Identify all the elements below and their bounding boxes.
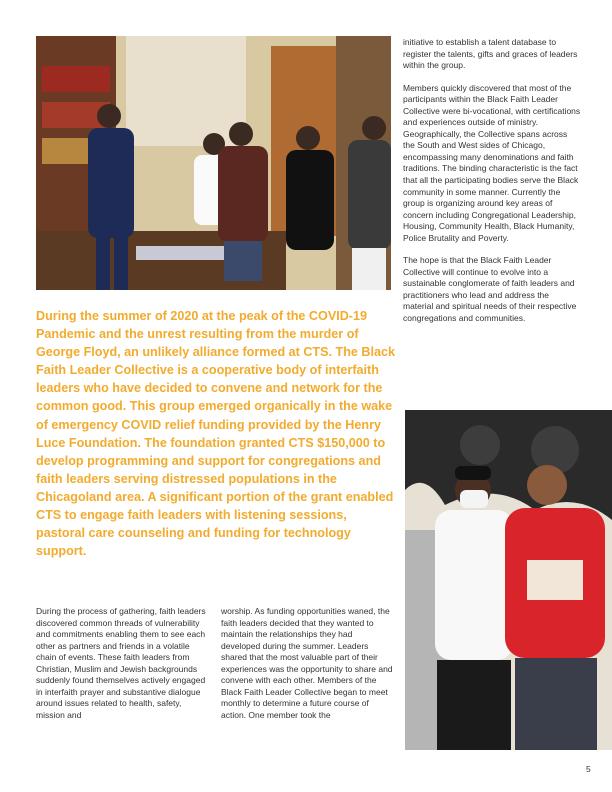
portrait-photo xyxy=(405,410,612,750)
pull-quote: During the summer of 2020 at the peak of the COVID-19 Pandemic and the unrest resulting from the murder of George Floyd, an unlikely alliance formed at CTS. The Black Faith Leader Collective is a cooperative body of interfaith leaders who have decided to convene and network for the common good. This group emerged organically in the wake of emergency COVID relief funding provided by the Henry Luce Foundation. The foundation granted CTS $150,000 to develop programming and support for congregations and faith leaders serving distressed populations in the Chicagoland area. A significant portion of the grant enabled CTS to engage faith leaders with listening sessions, pastoral care counseling and funding for technology support. xyxy=(36,309,396,559)
body-paragraph: Members quickly discovered that most of the participants within the Black Faith Leader Collective were bi-vocational, with certifications and experiences outside of ministry. Geographically, the Collective spans across the South and West sides of Chicago, encompassing many denominations and faith traditions. The binding characteristic is the fact that all the participating bodies serve the Black community in some manner. Currently the group is organizing around key areas of concern including Congregational Leadership, Housing, Community Health, Black Humanity, Police Brutality and Poverty. xyxy=(403,82,581,243)
body-column-middle xyxy=(221,606,393,732)
portrait-photo-icon xyxy=(405,410,612,750)
body-column-right xyxy=(403,37,581,336)
body-column-left xyxy=(36,606,208,732)
body-paragraph: initiative to establish a talent database to register the talents, gifts and graces of leaders within the group. xyxy=(403,37,578,71)
body-paragraph: worship. As funding opportunities waned, the faith leaders decided that they wanted to maintain the relationships they had developed during the summer. Leaders shared that the most valuable part of their experiences was the opportunity to share and convene with each other. Members of the Black Faith Leader Collective began to meet monthly to determine a future course of action. One member took the xyxy=(221,606,393,720)
body-paragraph: The hope is that the Black Faith Leader Collective will continue to evolve into a sustainable conglomerate of faith leaders and practitioners who lead and address the material and spiritual needs of their respective congregations and communities. xyxy=(403,255,577,324)
page-number: 5 xyxy=(586,764,591,774)
body-paragraph: During the process of gathering, faith leaders discovered common threads of vulnerability and commitments enabling them to see each other as partners and friends in a volatile chain of events. These faith leaders from Christian, Muslim and Jewish backgrounds suddenly found themselves actively engaged in interfaith prayer and substantive dialogue around issues related to health, safety, mission and xyxy=(36,606,206,720)
meeting-photo xyxy=(36,36,391,290)
meeting-photo-icon xyxy=(36,36,391,290)
